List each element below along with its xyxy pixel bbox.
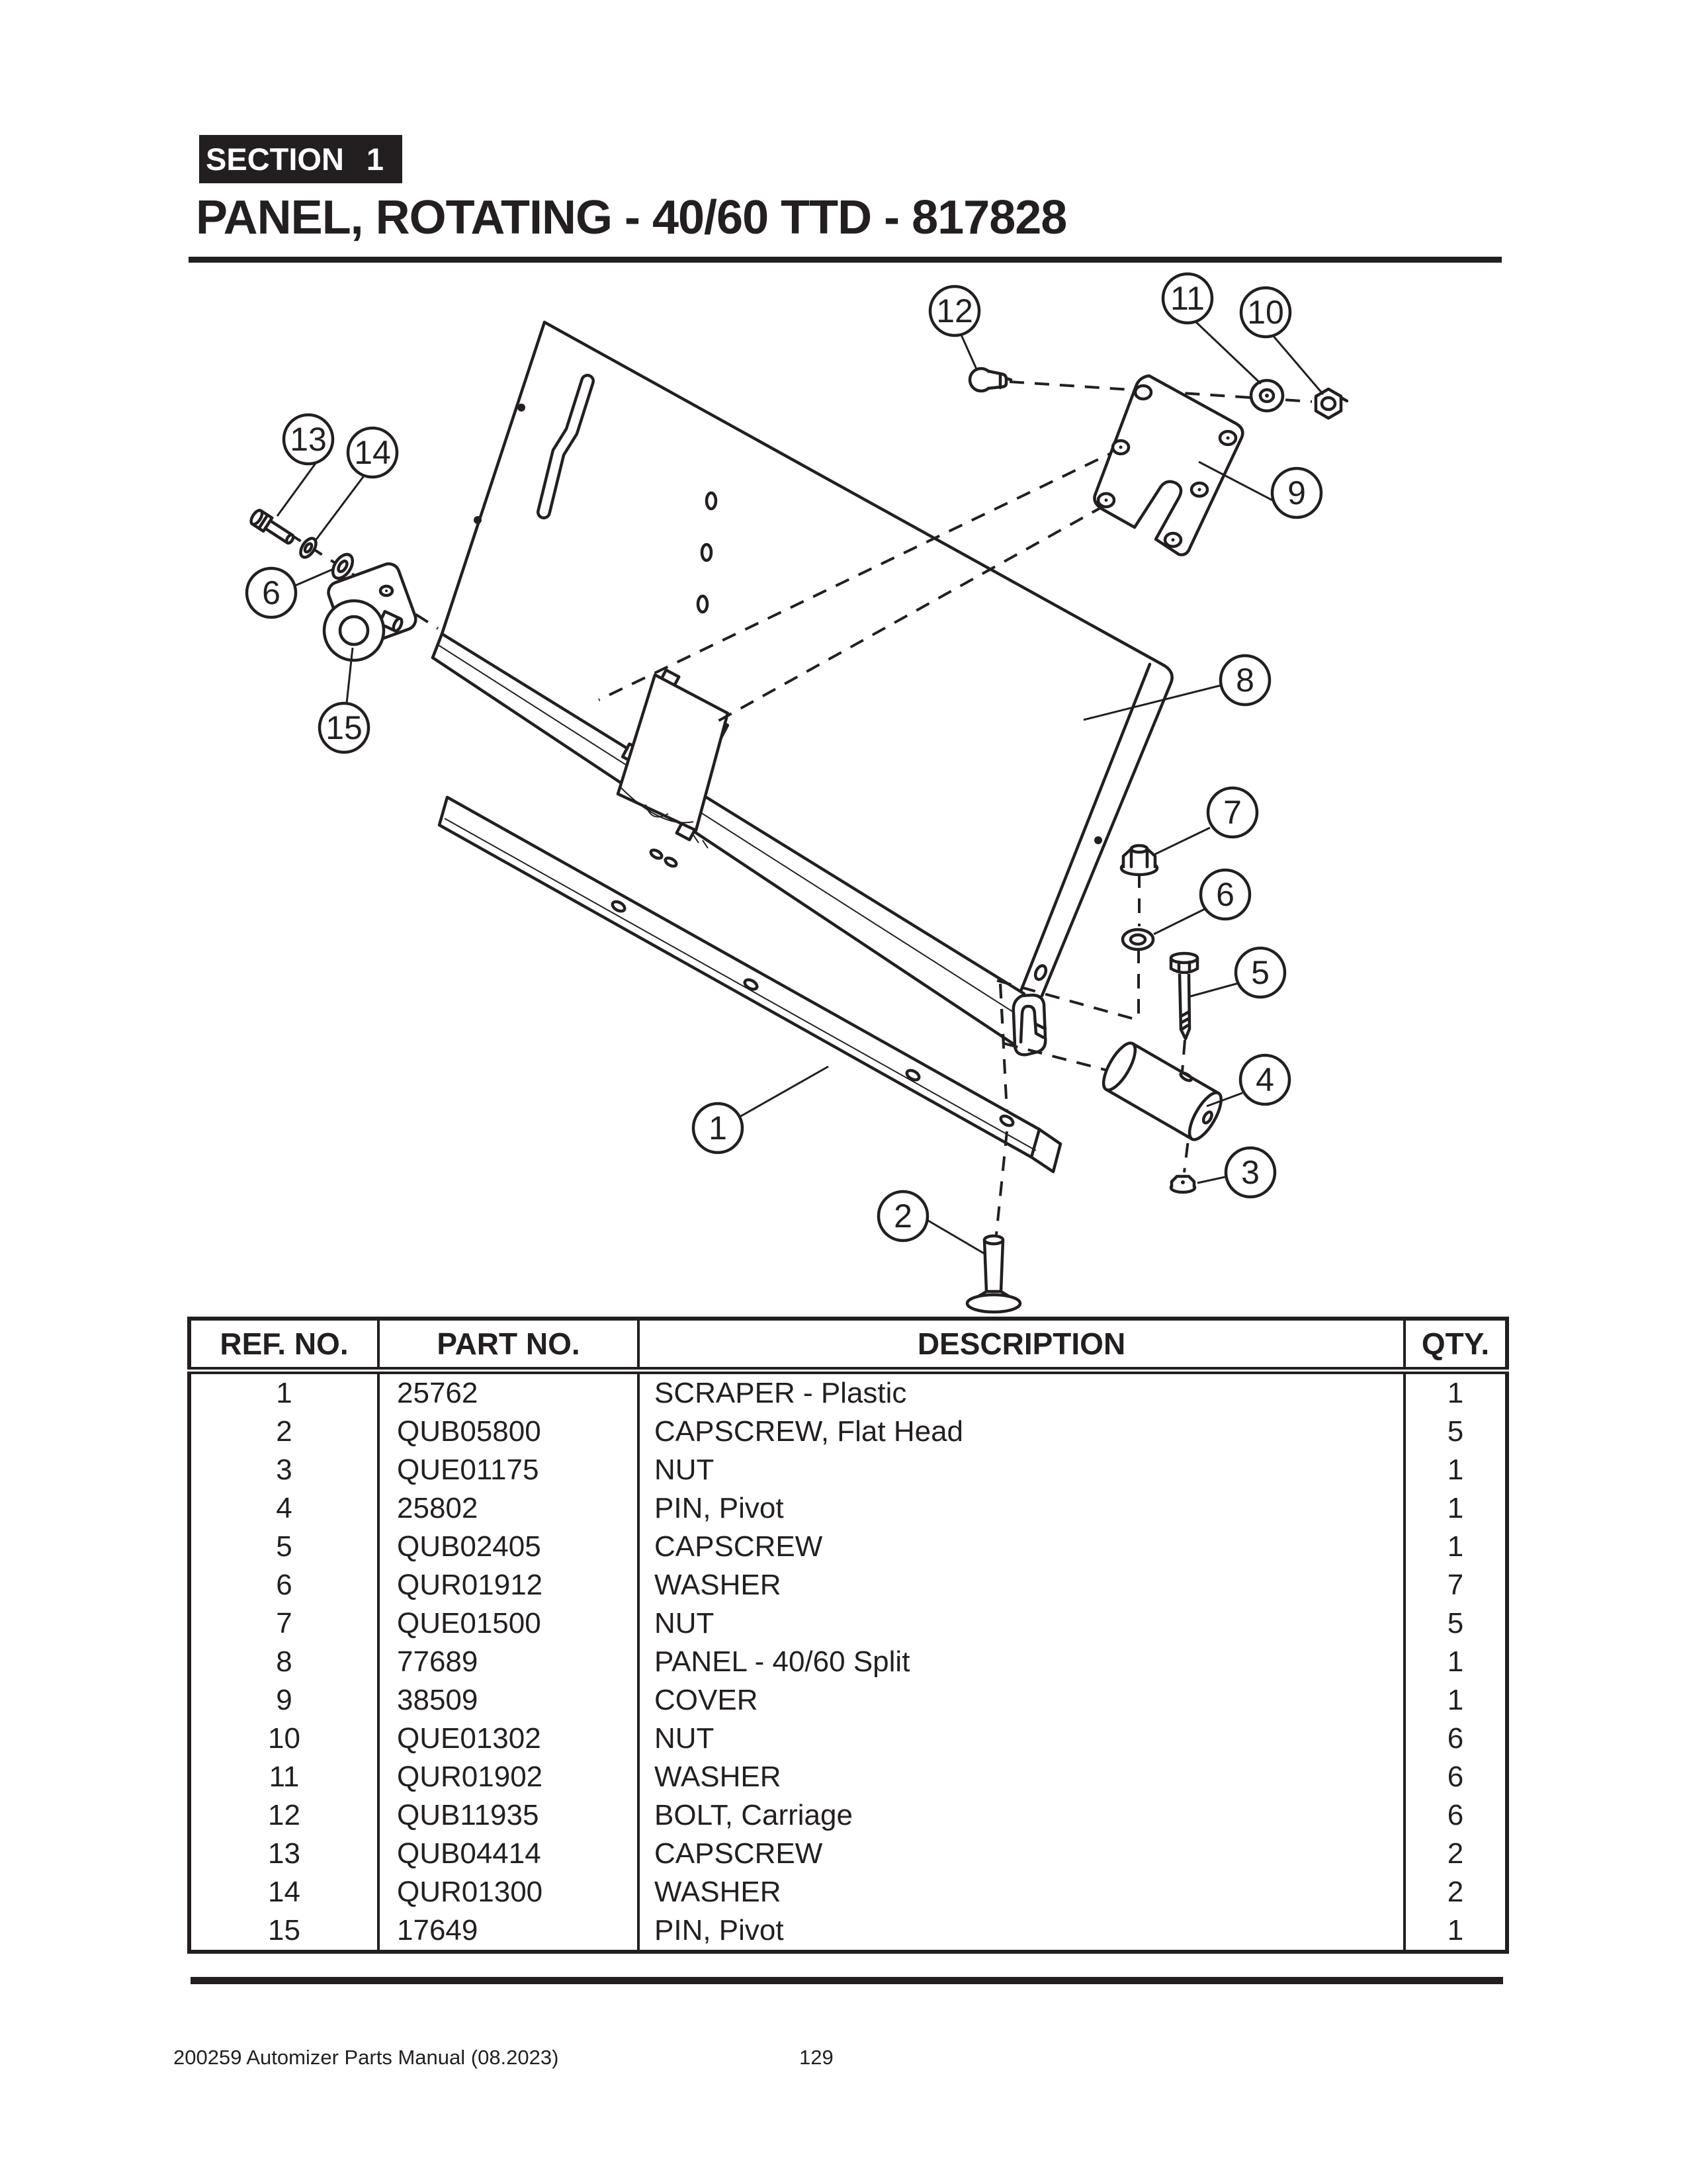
svg-text:4: 4 xyxy=(1256,1061,1274,1098)
cell-part: QUE01302 xyxy=(378,1720,638,1758)
cell-part: QUB05800 xyxy=(378,1413,638,1451)
table-row xyxy=(189,1413,1507,1451)
cell-qty: 2 xyxy=(1405,1835,1507,1873)
svg-text:6: 6 xyxy=(1216,876,1234,913)
header-ref-no: REF. NO. xyxy=(189,1319,378,1371)
cell-part: 38509 xyxy=(378,1681,638,1720)
cell-ref: 12 xyxy=(189,1796,378,1835)
cover-plate xyxy=(1094,376,1242,555)
table-row xyxy=(189,1371,1507,1413)
cell-part: 17649 xyxy=(378,1911,638,1952)
cell-qty: 1 xyxy=(1405,1643,1507,1681)
callout-13 xyxy=(284,415,333,464)
cell-qty: 1 xyxy=(1405,1371,1507,1413)
cell-part: 25762 xyxy=(378,1371,638,1413)
cell-ref: 8 xyxy=(189,1643,378,1681)
svg-text:10: 10 xyxy=(1247,294,1284,331)
callout-7 xyxy=(1208,788,1257,837)
callout-6-left xyxy=(247,568,296,617)
cell-part: QUR01902 xyxy=(378,1758,638,1796)
cell-desc: PIN, Pivot xyxy=(638,1489,1405,1528)
footer-text: 200259 Automizer Parts Manual (08.2023) xyxy=(173,2046,559,2069)
header-qty: QTY. xyxy=(1405,1319,1507,1371)
cell-desc: WASHER xyxy=(638,1873,1405,1911)
cell-desc: COVER xyxy=(638,1681,1405,1720)
table-row xyxy=(189,1873,1507,1911)
cell-desc: WASHER xyxy=(638,1566,1405,1604)
cell-part: QUE01175 xyxy=(378,1451,638,1489)
callout-6-right xyxy=(1201,870,1250,919)
panel-corner-clip xyxy=(1014,995,1045,1055)
svg-text:6: 6 xyxy=(262,574,281,611)
scraper xyxy=(439,797,1060,1172)
callout-10 xyxy=(1241,288,1290,337)
cell-part: QUR01912 xyxy=(378,1566,638,1604)
callout-9 xyxy=(1272,468,1321,517)
svg-text:9: 9 xyxy=(1287,474,1306,511)
svg-text:13: 13 xyxy=(290,421,327,458)
cell-desc: WASHER xyxy=(638,1758,1405,1796)
page-number: 129 xyxy=(799,2046,834,2069)
page-title: PANEL, ROTATING - 40/60 TTD - 817828 xyxy=(196,191,1067,244)
svg-text:1: 1 xyxy=(709,1110,727,1147)
table-row xyxy=(189,1681,1507,1720)
cell-part: QUR01300 xyxy=(378,1873,638,1911)
carriage-bolt-12 xyxy=(970,369,1011,391)
cell-desc: NUT xyxy=(638,1451,1405,1489)
cell-qty: 7 xyxy=(1405,1566,1507,1604)
header-part-no: PART NO. xyxy=(378,1319,638,1371)
callout-3 xyxy=(1226,1148,1275,1197)
cell-qty: 6 xyxy=(1405,1720,1507,1758)
cell-part: QUB02405 xyxy=(378,1528,638,1566)
cell-part: 77689 xyxy=(378,1643,638,1681)
cell-desc: CAPSCREW xyxy=(638,1835,1405,1873)
table-row xyxy=(189,1604,1507,1643)
cell-qty: 1 xyxy=(1405,1911,1507,1952)
nut-10 xyxy=(1316,389,1347,418)
callout-12 xyxy=(930,286,979,335)
cell-desc: BOLT, Carriage xyxy=(638,1796,1405,1835)
table-row xyxy=(189,1835,1507,1873)
table-row xyxy=(189,1720,1507,1758)
callout-15 xyxy=(320,703,368,752)
svg-text:7: 7 xyxy=(1223,794,1242,831)
svg-text:2: 2 xyxy=(894,1198,912,1235)
svg-text:15: 15 xyxy=(325,709,363,746)
cell-qty: 2 xyxy=(1405,1873,1507,1911)
svg-text:5: 5 xyxy=(1251,954,1270,991)
cell-ref: 10 xyxy=(189,1720,378,1758)
header-description: DESCRIPTION xyxy=(638,1319,1405,1371)
cell-part: QUB04414 xyxy=(378,1835,638,1873)
svg-text:8: 8 xyxy=(1236,662,1254,699)
cell-ref: 2 xyxy=(189,1413,378,1451)
cell-ref: 7 xyxy=(189,1604,378,1643)
section-number: 1 xyxy=(366,142,384,177)
mounting-plate xyxy=(618,670,728,848)
cell-desc: PIN, Pivot xyxy=(638,1911,1405,1952)
table-row xyxy=(189,1911,1507,1952)
cell-desc: NUT xyxy=(638,1720,1405,1758)
table-row xyxy=(189,1489,1507,1528)
cell-ref: 11 xyxy=(189,1758,378,1796)
table-header-row xyxy=(189,1319,1507,1371)
cell-part: QUB11935 xyxy=(378,1796,638,1835)
cell-qty: 1 xyxy=(1405,1681,1507,1720)
table-row xyxy=(189,1643,1507,1681)
washer-6-right xyxy=(1123,930,1153,949)
cell-qty: 6 xyxy=(1405,1796,1507,1835)
washer-11 xyxy=(1251,380,1283,411)
cell-ref: 9 xyxy=(189,1681,378,1720)
callout-2 xyxy=(879,1192,928,1241)
footer-rule xyxy=(191,1977,1503,1984)
parts-table xyxy=(187,1317,1509,1954)
cell-qty: 5 xyxy=(1405,1604,1507,1643)
cell-qty: 5 xyxy=(1405,1413,1507,1451)
cell-desc: PANEL - 40/60 Split xyxy=(638,1643,1405,1681)
cell-part: 25802 xyxy=(378,1489,638,1528)
nut-3 xyxy=(1171,1176,1195,1192)
cell-part: QUE01500 xyxy=(378,1604,638,1643)
table-row xyxy=(189,1796,1507,1835)
cell-ref: 13 xyxy=(189,1835,378,1873)
cell-ref: 3 xyxy=(189,1451,378,1489)
cell-ref: 14 xyxy=(189,1873,378,1911)
callout-14 xyxy=(348,428,397,477)
table-row xyxy=(189,1758,1507,1796)
cell-ref: 6 xyxy=(189,1566,378,1604)
cell-desc: CAPSCREW xyxy=(638,1528,1405,1566)
table-row xyxy=(189,1566,1507,1604)
callout-5 xyxy=(1236,948,1285,997)
svg-text:11: 11 xyxy=(1170,280,1205,317)
cell-desc: CAPSCREW, Flat Head xyxy=(638,1413,1405,1451)
panel-outline xyxy=(433,322,1172,1044)
svg-text:12: 12 xyxy=(936,292,973,329)
cell-ref: 4 xyxy=(189,1489,378,1528)
cell-qty: 1 xyxy=(1405,1528,1507,1566)
cell-ref: 15 xyxy=(189,1911,378,1952)
panel-slot xyxy=(544,381,587,512)
callout-4 xyxy=(1240,1055,1289,1104)
svg-text:3: 3 xyxy=(1241,1154,1260,1191)
cell-qty: 6 xyxy=(1405,1758,1507,1796)
callout-11 xyxy=(1163,274,1212,323)
table-row xyxy=(189,1451,1507,1489)
capscrew-13 xyxy=(249,509,296,547)
callout-8 xyxy=(1221,656,1270,705)
nut-7 xyxy=(1121,846,1157,875)
cell-desc: SCRAPER - Plastic xyxy=(638,1371,1405,1413)
section-label: SECTION xyxy=(206,142,344,177)
svg-text:14: 14 xyxy=(354,434,391,471)
table-row xyxy=(189,1528,1507,1566)
cell-qty: 1 xyxy=(1405,1489,1507,1528)
cell-ref: 1 xyxy=(189,1371,378,1413)
cell-desc: NUT xyxy=(638,1604,1405,1643)
pivot-pin-4 xyxy=(1098,1038,1227,1144)
cell-ref: 5 xyxy=(189,1528,378,1566)
callout-1 xyxy=(693,1104,742,1153)
cell-qty: 1 xyxy=(1405,1451,1507,1489)
